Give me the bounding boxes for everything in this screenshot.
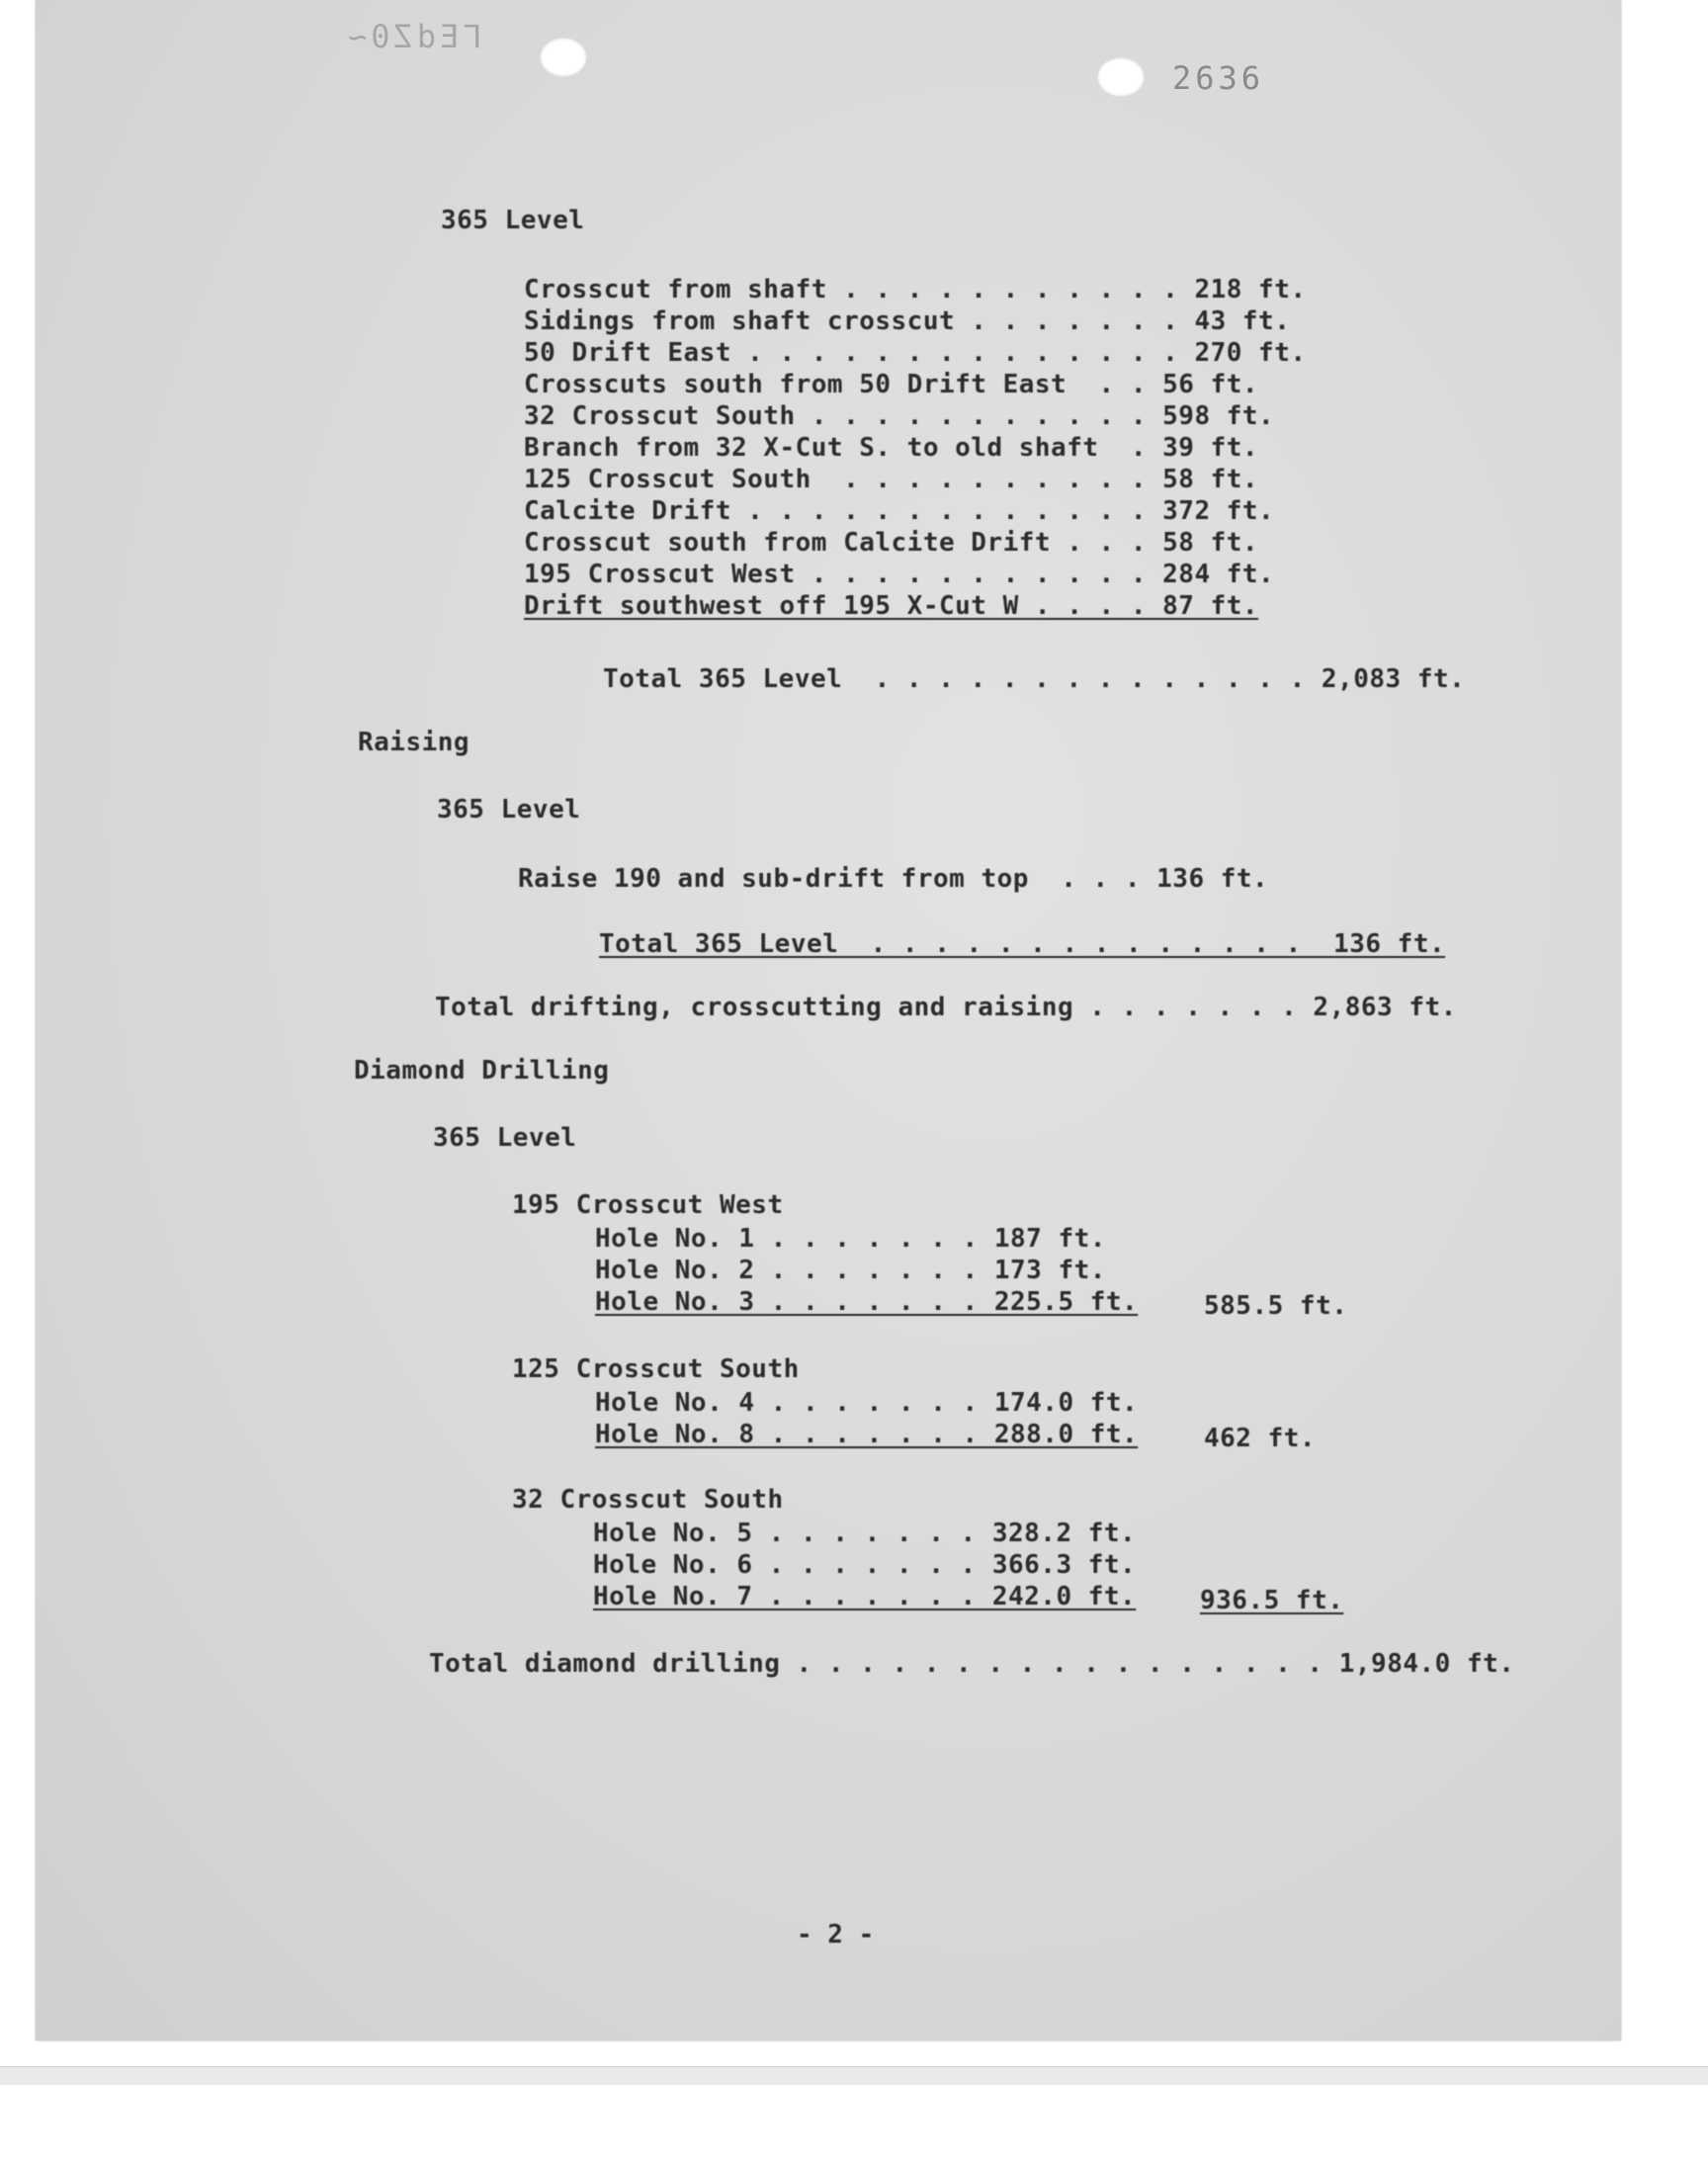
section-heading: 365 Level [441, 206, 585, 235]
list-item: Hole No. 8 . . . . . . . 288.0 ft. [595, 1420, 1139, 1449]
list-item: Raise 190 and sub-drift from top . . . 136 ft. [518, 864, 1269, 894]
group-title: 125 Crosscut South [512, 1354, 800, 1384]
list-item: Hole No. 2 . . . . . . . 173 ft. [595, 1256, 1106, 1285]
list-item: 125 Crosscut South . . . . . . . . . . 58 ft. [524, 465, 1259, 494]
list-item: Crosscut from shaft . . . . . . . . . . . 218 ft. [524, 275, 1307, 304]
list-item: Hole No. 5 . . . . . . . 328.2 ft. [593, 1519, 1137, 1548]
list-item: 195 Crosscut West . . . . . . . . . . . 284 ft. [524, 560, 1275, 589]
list-item: Calcite Drift . . . . . . . . . . . . . 372 ft. [524, 496, 1275, 526]
stamp-top-right: 2636 [1172, 59, 1265, 97]
punch-hole-left [540, 38, 587, 77]
section-heading: Raising [358, 728, 470, 757]
group-subtotal: 462 ft. [1204, 1424, 1317, 1453]
list-item: Crosscut south from Calcite Drift . . . 58 ft. [524, 528, 1259, 558]
scanner-edge [0, 2066, 1708, 2085]
grand-total: Total drifting, crosscutting and raising . . . . . . . 2,863 ft. [435, 993, 1457, 1022]
punch-hole-right [1097, 57, 1145, 97]
grand-total: Total diamond drilling . . . . . . . . . . . . . . . . . 1,984.0 ft. [429, 1649, 1515, 1679]
sub-heading: 365 Level [437, 795, 581, 825]
section-heading: Diamond Drilling [354, 1056, 610, 1086]
group-title: 32 Crosscut South [512, 1485, 784, 1515]
group-title: 195 Crosscut West [512, 1190, 784, 1220]
page-number: - 2 - [797, 1920, 875, 1950]
group-subtotal: 585.5 ft. [1204, 1291, 1348, 1321]
list-item: Drift southwest off 195 X-Cut W . . . . 87 ft. [524, 591, 1259, 621]
list-item: Hole No. 6 . . . . . . . 366.3 ft. [593, 1550, 1137, 1580]
sub-heading: 365 Level [433, 1123, 577, 1153]
section-total: Total 365 Level . . . . . . . . . . . . . . 136 ft. [599, 929, 1446, 959]
stamp-top-left: ΓΕdZ0~ [344, 18, 482, 55]
list-item: Sidings from shaft crosscut . . . . . . . 43 ft. [524, 306, 1291, 336]
list-item: Hole No. 3 . . . . . . . 225.5 ft. [595, 1287, 1139, 1317]
list-item: Branch from 32 X-Cut S. to old shaft . 39 ft. [524, 433, 1259, 463]
list-item: Hole No. 4 . . . . . . . 174.0 ft. [595, 1388, 1139, 1418]
list-item: 32 Crosscut South . . . . . . . . . . . 598 ft. [524, 401, 1275, 431]
list-item: 50 Drift East . . . . . . . . . . . . . . 270 ft. [524, 338, 1307, 368]
group-subtotal: 936.5 ft. [1200, 1586, 1344, 1615]
list-item: Hole No. 7 . . . . . . . 242.0 ft. [593, 1582, 1137, 1611]
list-item: Hole No. 1 . . . . . . . 187 ft. [595, 1224, 1106, 1254]
list-item: Crosscuts south from 50 Drift East . . 56 ft. [524, 370, 1259, 399]
section-total: Total 365 Level . . . . . . . . . . . . . . 2,083 ft. [603, 664, 1466, 694]
